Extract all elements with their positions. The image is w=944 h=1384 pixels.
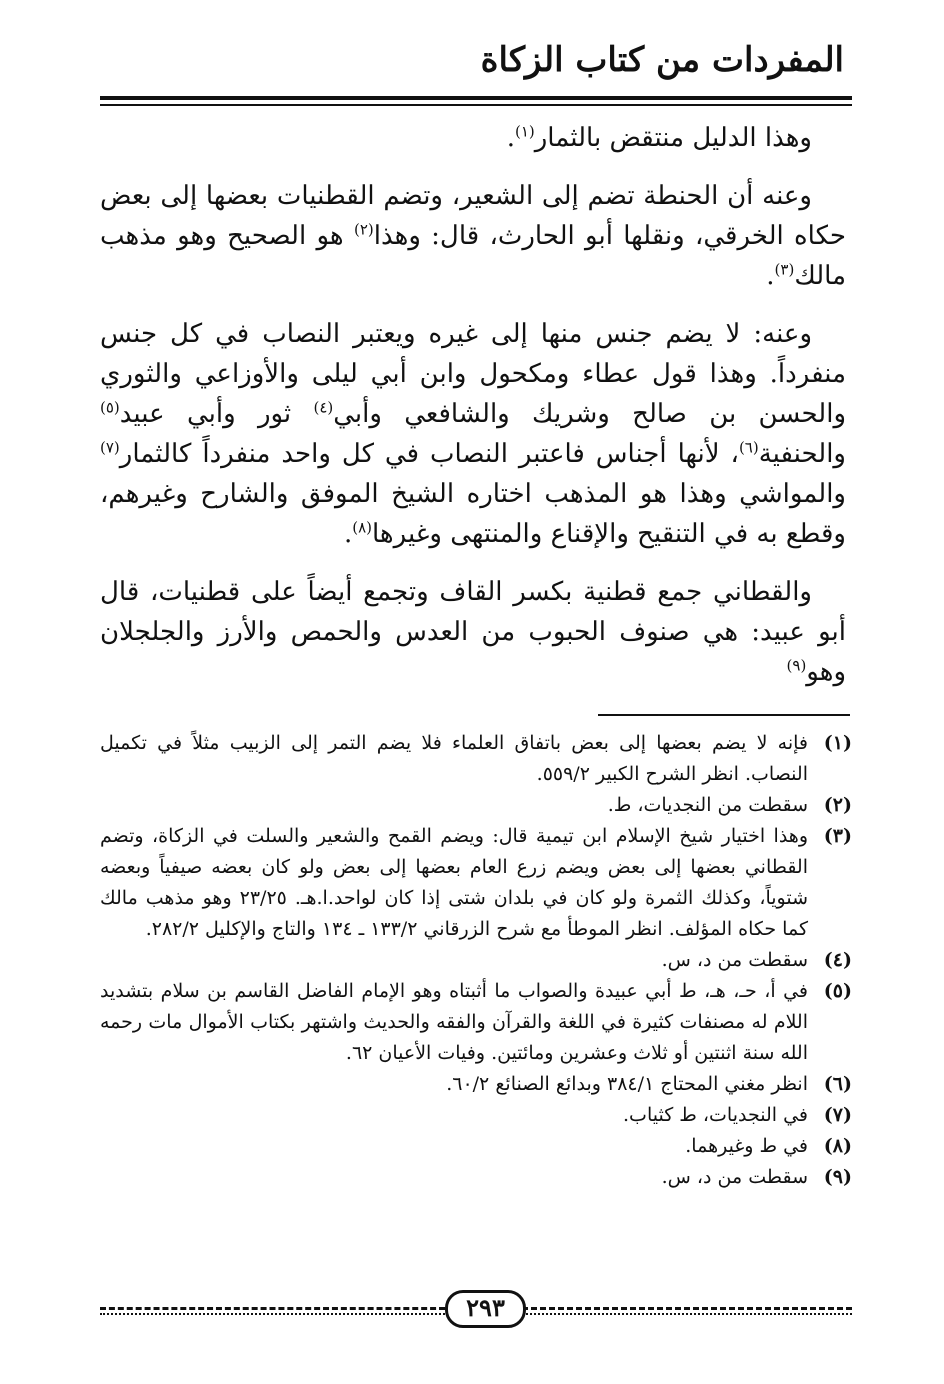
footnote-ref: (٩): [786, 656, 807, 675]
footnote-item: (٩) سقطت من د، س.: [661, 1166, 852, 1188]
footnote-item: (٤) سقطت من د، س.: [661, 949, 852, 971]
footer-dotted-rule-left: [100, 1313, 445, 1315]
footnote-item: (٣) وهذا اختيار شيخ الإسلام ابن تيمية قال: ويضم القمح والشعير والسلت في الزكاة، وتضم القطاني بعضها إلى بعض ويضم زرع العام بعضها إلى بعض ولو كان بعضه صيفياً وبعضه شتوياً، وكذلك الثمرة ولو كان في بلدان شتى إذا كان لواحد.ا.هـ. ٢٣/٢٥ وهو مذهب مالك كما حكاه المؤلف. انظر الموطأ مع شرح الزرقاني ١٣٣/٢ ـ ١٣٤ والتاج والإكليل ٢٨٢/٢.: [100, 825, 852, 940]
page-footer: [100, 1293, 852, 1322]
footnote-ref: (٣): [774, 260, 795, 279]
header-rule-thin: [100, 104, 852, 106]
footnote-item: (٨) في ط وغيرهما.: [685, 1135, 852, 1157]
footnote-separator: [598, 714, 850, 716]
running-header: المفردات من كتاب الزكاة: [480, 40, 844, 80]
footer-dotted-rule-right: [522, 1313, 852, 1315]
footnotes: [100, 728, 852, 1193]
footnote-item: (١) فإنه لا يضم بعضها إلى بعض باتفاق العلماء فلا يضم التمر إلى الزبيب مثلاً في تكميل النصاب. انظر الشرح الكبير ٥٥٩/٢.: [100, 732, 852, 785]
footnote-ref: (٤): [313, 398, 334, 417]
page-number: ٢٩٣: [445, 1290, 526, 1328]
footnote-ref: (٥): [100, 398, 120, 417]
footnote-item: (٢) سقطت من النجديات، ط.: [607, 794, 852, 816]
footnote-item: (٧) في النجديات، ط كثياب.: [623, 1104, 852, 1126]
paragraph-4: والقطاني جمع قطنية بكسر القاف وتجمع أيضاً على قطنيات، قال أبو عبيد: هي صنوف الحبوب من العدس والحمص والأرز والجلجلان وهو$^{(٩)}$: [100, 577, 846, 687]
footnote-ref: (١): [514, 122, 535, 141]
footnote-ref: (٢): [353, 220, 374, 239]
footnote-item: (٦) انظر مغني المحتاج ٣٨٤/١ وبدائع الصنائع ٦٠/٢.: [446, 1073, 852, 1095]
header-rule-thick: [100, 96, 852, 100]
footer-dashed-rule-left: [100, 1307, 445, 1310]
main-text: [100, 118, 846, 710]
paragraph-1: وهذا الدليل منتقض بالثمار$^{(١)}$.: [506, 122, 812, 153]
footnote-item: (٥) في أ، حـ، هـ، ط أبي عبيدة والصواب ما أثبتاه وهو الإمام الفاضل القاسم بن سلام بتشديد اللام له مصنفات كثيرة في اللغة والقرآن والفقه والحديث واشتهر بكتاب الأموال مات رحمه الله سنة اثنتين أو ثلاث وعشرين ومائتين. وفيات الأعيان ٦٢.: [100, 980, 852, 1064]
paragraph-2: وعنه أن الحنطة تضم إلى الشعير، وتضم القطنيات بعضها إلى بعض حكاه الخرقي، ونقلها أبو الحارث، قال: وهذا$^{(٢)}$ هو الصحيح وهو مذهب مالك$^{(٣)}$.: [100, 181, 847, 291]
footnote-ref: (٧): [100, 438, 120, 457]
footnote-ref: (٨): [352, 518, 372, 537]
paragraph-3: وعنه: لا يضم جنس منها إلى غيره ويعتبر النصاب في كل جنس منفرداً. وهذا قول عطاء ومكحول وابن أبي ليلى والأوزاعي والثوري والحسن بن صالح وشريك والشافعي وأبي$^{(٤)}$ ثور وأبي عبيد$^{(٥)}$ والحنفية$^{(٦)}$، لأنها أجناس فاعتبر النصاب في كل واحد منفرداً كالثمار$^{(٧)}$ والمواشي وهذا هو المذهب اختاره الشيخ الموفق والشارح وغيرهم، وقطع به في التنقيح والإقناع والمنتهى وغيرها$^{(٨)}$.: [100, 319, 846, 549]
footnote-ref: (٦): [738, 438, 759, 457]
footer-dashed-rule-right: [522, 1307, 852, 1310]
